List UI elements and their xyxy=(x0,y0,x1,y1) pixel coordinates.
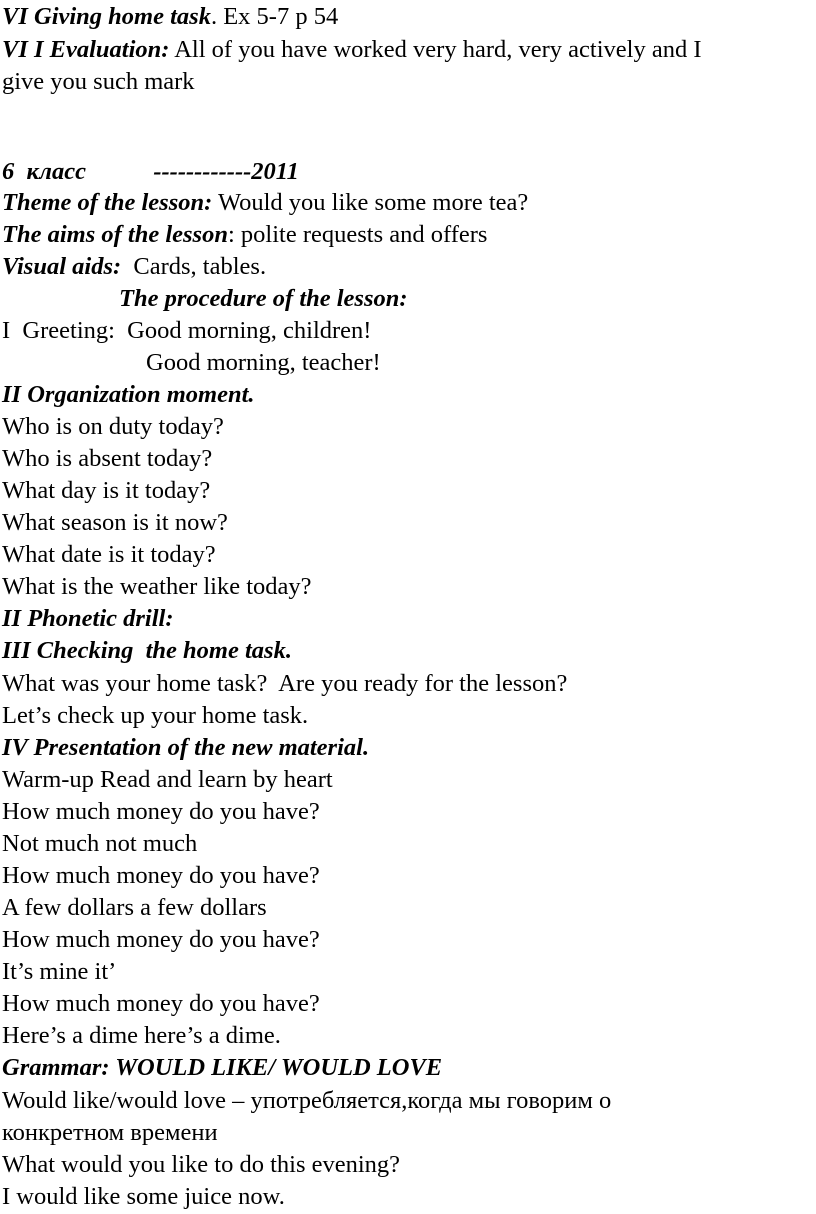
rhyme-line: How much money do you have? xyxy=(2,798,320,825)
aims-text: : polite requests and offers xyxy=(227,221,488,248)
aims-line xyxy=(2,219,487,251)
grammar-heading: Grammar: WOULD LIKE/ WOULD LOVE xyxy=(2,1054,443,1081)
grammar-note-line-1: Would like/would love – употребляется,когда мы говорим о xyxy=(2,1087,612,1114)
visual-aids-line xyxy=(2,251,266,283)
checking-home-task-heading: III Checking the home task. xyxy=(2,637,292,664)
rhyme-line: How much money do you have? xyxy=(2,926,320,953)
home-task-text: . Ex 5-7 p 54 xyxy=(210,3,339,30)
home-task-label: VI Giving home task xyxy=(2,3,211,30)
greeting-line: I Greeting: Good morning, children! xyxy=(2,317,372,344)
home-task-line xyxy=(2,1,338,33)
rhyme-line: A few dollars a few dollars xyxy=(2,894,267,921)
evaluation-text: All of you have worked very hard, very actively and I xyxy=(169,36,702,63)
question-season: What season is it now? xyxy=(2,509,228,536)
home-task-question: What was your home task? Are you ready for the lesson? xyxy=(2,670,568,697)
example-sentence-1: What would you like to do this evening? xyxy=(2,1151,401,1178)
evaluation-continuation: give you such mark xyxy=(2,68,195,95)
question-absent: Who is absent today? xyxy=(2,445,213,472)
theme-line xyxy=(2,187,528,219)
theme-label: Theme of the lesson: xyxy=(2,189,213,216)
rhyme-line: Here’s a dime here’s a dime. xyxy=(2,1022,281,1049)
organization-moment-heading: II Organization moment. xyxy=(2,381,255,408)
rhyme-line: How much money do you have? xyxy=(2,990,320,1017)
greeting-reply: Good morning, teacher! xyxy=(146,349,381,376)
question-duty: Who is on duty today? xyxy=(2,413,224,440)
visual-aids-label: Visual aids: xyxy=(2,253,122,280)
question-date: What date is it today? xyxy=(2,541,216,568)
phonetic-drill-heading: II Phonetic drill: xyxy=(2,605,174,632)
warm-up-line: Warm-up Read and learn by heart xyxy=(2,766,333,793)
evaluation-label: VI I Evaluation: xyxy=(2,36,170,63)
theme-text: Would you like some more tea? xyxy=(212,189,529,216)
question-day: What day is it today? xyxy=(2,477,211,504)
question-weather: What is the weather like today? xyxy=(2,573,312,600)
rhyme-line: It’s mine it’ xyxy=(2,958,117,985)
class-header: 6 класс ------------2011 xyxy=(2,158,299,185)
rhyme-line: How much money do you have? xyxy=(2,862,320,889)
evaluation-line xyxy=(2,34,701,66)
home-task-check: Let’s check up your home task. xyxy=(2,702,309,729)
grammar-note-line-2: конкретном времени xyxy=(2,1119,218,1146)
visual-aids-text: Cards, tables. xyxy=(121,253,267,280)
presentation-heading: IV Presentation of the new material. xyxy=(2,734,370,761)
procedure-heading: The procedure of the lesson: xyxy=(119,285,408,312)
rhyme-line: Not much not much xyxy=(2,830,198,857)
example-sentence-2: I would like some juice now. xyxy=(2,1183,285,1210)
aims-label: The aims of the lesson xyxy=(2,221,228,248)
